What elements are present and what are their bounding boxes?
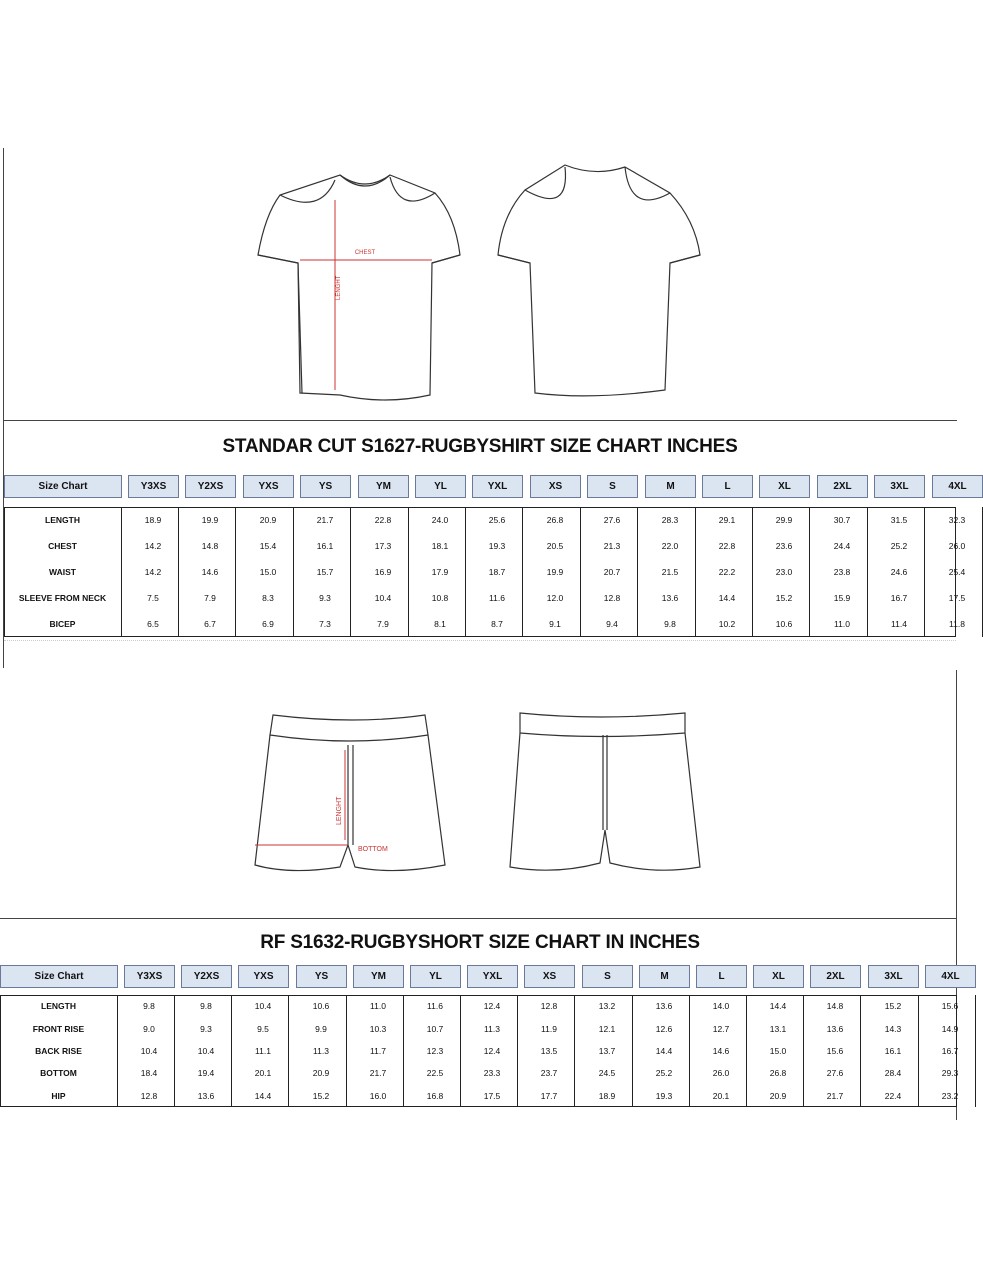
shirt-header-cell: 4XL — [932, 475, 983, 498]
shorts-header-cell: YM — [353, 965, 404, 988]
shirt-table-cell: 23.0 — [759, 559, 810, 585]
shorts-table-cell: 10.4 — [181, 1040, 232, 1062]
shirt-table-cell: 20.9 — [243, 507, 294, 533]
shorts-table-cell: 21.7 — [810, 1085, 861, 1107]
shirt-table-cell: 11.8 — [932, 611, 983, 637]
shorts-table-cell: 16.1 — [868, 1040, 919, 1062]
shirt-front-drawing — [258, 175, 460, 400]
shirt-table-cell: 24.0 — [415, 507, 466, 533]
shirt-table-cell: 14.4 — [702, 585, 753, 611]
shirt-table-cell: 10.2 — [702, 611, 753, 637]
shorts-table-cell: 13.7 — [582, 1040, 633, 1062]
shirt-header-cell: Size Chart — [4, 475, 122, 498]
shirt-table-cell: 21.7 — [300, 507, 351, 533]
shorts-table-cell: 12.1 — [582, 1017, 633, 1039]
shirt-table-cell: 8.3 — [243, 585, 294, 611]
shirt-table-cell: 13.6 — [645, 585, 696, 611]
shorts-table-cell: 18.4 — [124, 1062, 175, 1084]
shorts-table-cell: 14.6 — [696, 1040, 747, 1062]
shirt-table-cell: 11.0 — [817, 611, 868, 637]
shirt-table-cell: 27.6 — [587, 507, 638, 533]
shirt-table-cell: 17.3 — [358, 533, 409, 559]
shorts-front-drawing — [255, 715, 445, 871]
shirt-table-cell: 23.6 — [759, 533, 810, 559]
shirt-table-cell: 6.9 — [243, 611, 294, 637]
shirt-panel-divider — [3, 420, 957, 421]
shorts-table-cell: 15.2 — [868, 995, 919, 1017]
shorts-table-cell: 11.6 — [410, 995, 461, 1017]
shorts-header-cell: L — [696, 965, 747, 988]
shorts-header-cell: Y3XS — [124, 965, 175, 988]
shirt-table-cell: 14.2 — [128, 559, 179, 585]
shorts-table-cell: 15.0 — [753, 1040, 804, 1062]
short-bottom-label: BOTTOM — [358, 846, 388, 853]
shirt-table-cell: 25.6 — [472, 507, 523, 533]
shorts-table-cell: 23.7 — [524, 1062, 575, 1084]
shorts-table-cell: 12.4 — [467, 1040, 518, 1062]
shirt-table-cell: 25.4 — [932, 559, 983, 585]
shorts-table-cell: 19.4 — [181, 1062, 232, 1084]
shorts-table-cell: 23.2 — [925, 1085, 976, 1107]
shorts-table-cell: 14.4 — [238, 1085, 289, 1107]
shorts-table-cell: 29.3 — [925, 1062, 976, 1084]
shirt-header-cell: YXL — [472, 475, 523, 498]
shorts-table-cell: 9.9 — [296, 1017, 347, 1039]
shirt-table-cell: 6.7 — [185, 611, 236, 637]
shorts-table-cell: 13.6 — [639, 995, 690, 1017]
shirt-header-cell: YL — [415, 475, 466, 498]
shirt-header-cell: 2XL — [817, 475, 868, 498]
shorts-table-cell: 11.3 — [296, 1040, 347, 1062]
shirt-table-cell: 7.5 — [128, 585, 179, 611]
shorts-table-cell: 11.9 — [524, 1017, 575, 1039]
shirt-header-cell: Y2XS — [185, 475, 236, 498]
shorts-table-cell: 14.0 — [696, 995, 747, 1017]
shirt-row-label: CHEST — [4, 533, 122, 559]
shorts-table-cell: 9.0 — [124, 1017, 175, 1039]
shorts-table-cell: 16.8 — [410, 1085, 461, 1107]
shorts-table-cell: 15.6 — [925, 995, 976, 1017]
shorts-header-cell: XS — [524, 965, 575, 988]
shorts-table-cell: 20.1 — [696, 1085, 747, 1107]
shirt-table-cell: 10.4 — [358, 585, 409, 611]
shirt-table-cell: 22.8 — [702, 533, 753, 559]
shirt-row-label: LENGTH — [4, 507, 122, 533]
shorts-table-cell: 11.3 — [467, 1017, 518, 1039]
shorts-table-cell: 10.4 — [124, 1040, 175, 1062]
shirt-table-cell: 9.3 — [300, 585, 351, 611]
shirt-table-cell: 20.7 — [587, 559, 638, 585]
shorts-header-cell: 2XL — [810, 965, 861, 988]
shorts-table-cell: 19.3 — [639, 1085, 690, 1107]
shirt-table-cell: 26.0 — [932, 533, 983, 559]
shirt-back-drawing — [498, 165, 700, 396]
shorts-table-cell: 14.8 — [810, 995, 861, 1017]
chest-label: CHEST — [354, 250, 376, 256]
shirt-table-cell: 12.0 — [530, 585, 581, 611]
shirt-table-cell: 22.8 — [358, 507, 409, 533]
shirt-table-cell: 15.7 — [300, 559, 351, 585]
shorts-table-cell: 20.9 — [296, 1062, 347, 1084]
shirt-table-cell: 29.9 — [759, 507, 810, 533]
shorts-table-cell: 16.0 — [353, 1085, 404, 1107]
shorts-table-cell: 12.6 — [639, 1017, 690, 1039]
shirt-table-cell: 7.3 — [300, 611, 351, 637]
shirt-table-cell: 30.7 — [817, 507, 868, 533]
shirt-header-cell: XS — [530, 475, 581, 498]
shorts-table-cell: 18.9 — [582, 1085, 633, 1107]
shorts-table-cell: 9.8 — [181, 995, 232, 1017]
shirt-empty-row — [4, 640, 956, 663]
shorts-diagram — [245, 705, 715, 880]
shirt-header-cell: L — [702, 475, 753, 498]
shorts-table-cell: 11.1 — [238, 1040, 289, 1062]
shorts-table-cell: 23.3 — [467, 1062, 518, 1084]
shirt-chart-title: STANDAR CUT S1627-RUGBYSHIRT SIZE CHART INCHES — [222, 436, 738, 457]
shorts-header-cell: XL — [753, 965, 804, 988]
shirt-table-cell: 11.6 — [472, 585, 523, 611]
shirt-table-cell: 26.8 — [530, 507, 581, 533]
shirt-table-cell: 15.4 — [243, 533, 294, 559]
shirt-table-cell: 19.3 — [472, 533, 523, 559]
shirt-table-cell: 7.9 — [358, 611, 409, 637]
shirt-table-cell: 16.1 — [300, 533, 351, 559]
shorts-table-cell: 13.1 — [753, 1017, 804, 1039]
shorts-table-cell: 15.6 — [810, 1040, 861, 1062]
shirt-table-cell: 21.3 — [587, 533, 638, 559]
shirt-table-cell: 20.5 — [530, 533, 581, 559]
shorts-table-cell: 13.6 — [181, 1085, 232, 1107]
shorts-table-cell: 22.4 — [868, 1085, 919, 1107]
shirt-table-cell: 6.5 — [128, 611, 179, 637]
shirt-table-cell: 14.2 — [128, 533, 179, 559]
shirt-table-cell: 24.6 — [874, 559, 925, 585]
shorts-header-cell: Size Chart — [0, 965, 118, 988]
shorts-table-cell: 28.4 — [868, 1062, 919, 1084]
shirt-table-cell: 19.9 — [530, 559, 581, 585]
shirt-row-label: WAIST — [4, 559, 122, 585]
shorts-table-cell: 10.3 — [353, 1017, 404, 1039]
shirt-header-cell: XL — [759, 475, 810, 498]
shirt-table-cell: 15.0 — [243, 559, 294, 585]
shirt-table-cell: 15.9 — [817, 585, 868, 611]
shorts-header-cell: M — [639, 965, 690, 988]
shorts-header-cell: 4XL — [925, 965, 976, 988]
shirt-table-cell: 7.9 — [185, 585, 236, 611]
shirt-header-cell: YM — [358, 475, 409, 498]
shorts-table-cell: 11.7 — [353, 1040, 404, 1062]
shorts-header-cell: YS — [296, 965, 347, 988]
shorts-table-cell: 15.2 — [296, 1085, 347, 1107]
shirt-table-cell: 17.5 — [932, 585, 983, 611]
shorts-table-cell: 12.7 — [696, 1017, 747, 1039]
shirt-table-cell: 9.1 — [530, 611, 581, 637]
shorts-header-cell: YXS — [238, 965, 289, 988]
shirt-table-cell: 16.9 — [358, 559, 409, 585]
shorts-table-cell: 14.4 — [639, 1040, 690, 1062]
shirt-table-cell: 18.9 — [128, 507, 179, 533]
shirt-table-cell: 18.1 — [415, 533, 466, 559]
shorts-table-cell: 24.5 — [582, 1062, 633, 1084]
shorts-table-cell: 14.9 — [925, 1017, 976, 1039]
shorts-chart-title: RF S1632-RUGBYSHORT SIZE CHART IN INCHES — [260, 932, 700, 953]
shorts-table-cell: 17.7 — [524, 1085, 575, 1107]
shorts-table-cell: 13.5 — [524, 1040, 575, 1062]
shirt-header-cell: M — [645, 475, 696, 498]
shorts-table-cell: 10.4 — [238, 995, 289, 1017]
shirt-table-cell: 22.0 — [645, 533, 696, 559]
shorts-table-cell: 9.3 — [181, 1017, 232, 1039]
shirt-table-cell: 29.1 — [702, 507, 753, 533]
shorts-table-cell: 17.5 — [467, 1085, 518, 1107]
shirt-table-cell: 10.6 — [759, 611, 810, 637]
shorts-header-cell: S — [582, 965, 633, 988]
shirt-table-cell: 9.8 — [645, 611, 696, 637]
shorts-row-label: BOTTOM — [0, 1062, 118, 1084]
shirt-diagram — [240, 155, 720, 415]
shirt-table-cell: 9.4 — [587, 611, 638, 637]
shorts-table-cell: 25.2 — [639, 1062, 690, 1084]
shirt-table-cell: 16.7 — [874, 585, 925, 611]
shorts-header-cell: Y2XS — [181, 965, 232, 988]
short-length-label: LENGHT — [336, 796, 343, 825]
shirt-table-cell: 10.8 — [415, 585, 466, 611]
shirt-table-cell: 31.5 — [874, 507, 925, 533]
shorts-table-cell: 9.5 — [238, 1017, 289, 1039]
shirt-table-cell: 11.4 — [874, 611, 925, 637]
shirt-table-cell: 14.8 — [185, 533, 236, 559]
shorts-table-cell: 12.8 — [524, 995, 575, 1017]
shorts-table-cell: 11.0 — [353, 995, 404, 1017]
shirt-table-cell: 14.6 — [185, 559, 236, 585]
shorts-row-label: LENGTH — [0, 995, 118, 1017]
shirt-table-cell: 19.9 — [185, 507, 236, 533]
shirt-table-cell: 8.1 — [415, 611, 466, 637]
shorts-table-cell: 9.8 — [124, 995, 175, 1017]
shorts-table-cell: 22.5 — [410, 1062, 461, 1084]
shorts-table-cell: 16.7 — [925, 1040, 976, 1062]
shirt-header-cell: YXS — [243, 475, 294, 498]
shirt-table-cell: 17.9 — [415, 559, 466, 585]
shorts-table-cell: 21.7 — [353, 1062, 404, 1084]
shirt-table-cell: 32.3 — [932, 507, 983, 533]
shirt-header-cell: S — [587, 475, 638, 498]
shorts-table-cell: 14.3 — [868, 1017, 919, 1039]
shirt-row-label: SLEEVE FROM NECK — [4, 585, 122, 611]
shirt-table-cell: 12.8 — [587, 585, 638, 611]
shorts-table-cell: 20.9 — [753, 1085, 804, 1107]
shirt-table-cell: 23.8 — [817, 559, 868, 585]
shorts-header-cell: 3XL — [868, 965, 919, 988]
shirt-table-cell: 25.2 — [874, 533, 925, 559]
shorts-table-cell: 12.4 — [467, 995, 518, 1017]
length-label: LENGHT — [336, 275, 342, 300]
shirt-header-cell: Y3XS — [128, 475, 179, 498]
shorts-table-cell: 10.6 — [296, 995, 347, 1017]
shorts-table-cell: 26.0 — [696, 1062, 747, 1084]
shirt-table-cell: 8.7 — [472, 611, 523, 637]
shirt-table-cell: 18.7 — [472, 559, 523, 585]
shirt-table-cell: 28.3 — [645, 507, 696, 533]
shorts-table-cell: 13.2 — [582, 995, 633, 1017]
shirt-header-cell: 3XL — [874, 475, 925, 498]
shirt-table-cell: 21.5 — [645, 559, 696, 585]
shorts-table-cell: 13.6 — [810, 1017, 861, 1039]
shirt-row-label: BICEP — [4, 611, 122, 637]
shorts-table-cell: 26.8 — [753, 1062, 804, 1084]
shorts-table-cell: 14.4 — [753, 995, 804, 1017]
shorts-table-cell: 12.8 — [124, 1085, 175, 1107]
shorts-table-cell: 10.7 — [410, 1017, 461, 1039]
shorts-table-cell: 20.1 — [238, 1062, 289, 1084]
shorts-row-label: BACK RISE — [0, 1040, 118, 1062]
shorts-panel-divider — [0, 918, 957, 919]
shirt-table-cell: 24.4 — [817, 533, 868, 559]
shorts-back-drawing — [510, 713, 700, 870]
shorts-table-cell: 12.3 — [410, 1040, 461, 1062]
shorts-header-cell: YL — [410, 965, 461, 988]
shirt-header-cell: YS — [300, 475, 351, 498]
shirt-table-cell: 22.2 — [702, 559, 753, 585]
shorts-header-cell: YXL — [467, 965, 518, 988]
shorts-row-label: HIP — [0, 1085, 118, 1107]
shirt-table-cell: 15.2 — [759, 585, 810, 611]
shorts-table-cell: 27.6 — [810, 1062, 861, 1084]
shorts-row-label: FRONT RISE — [0, 1017, 118, 1039]
